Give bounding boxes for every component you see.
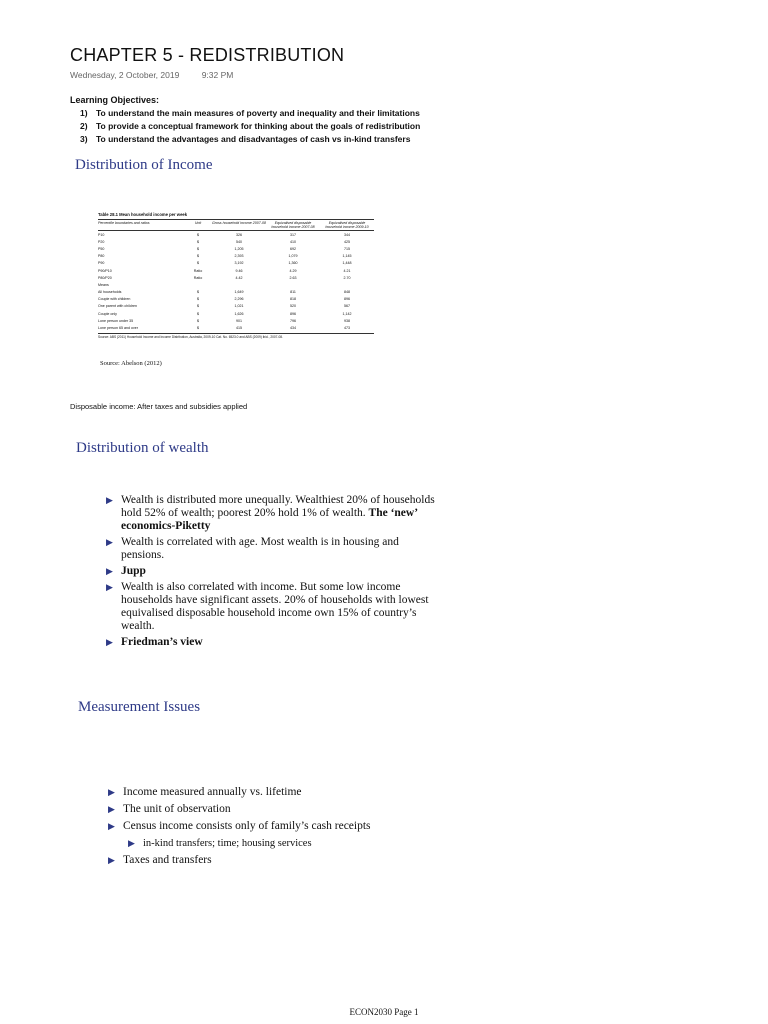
- objective-text: To provide a conceptual framework for thinking about the goals of redistribution: [96, 121, 421, 131]
- table-cell: 4.42: [235, 275, 243, 280]
- page-time: 9:32 PM: [201, 70, 234, 80]
- triangle-right-icon: ▶: [108, 804, 115, 814]
- bullet-text: Wealth is correlated with age. Most wealth is in housing and pensions.: [121, 536, 399, 561]
- table-row: [98, 310, 374, 317]
- table-cell: 540: [236, 239, 242, 244]
- table-cell: Lone person under 35: [98, 318, 134, 323]
- table-cell: 692: [290, 246, 296, 251]
- measurement-bullet: [108, 786, 438, 799]
- measurement-bullet: [108, 803, 438, 816]
- table-cell: Couple with children: [98, 297, 131, 302]
- objective-item: [80, 120, 420, 133]
- objective-text: To understand the main measures of poverty and inequality and their limitations: [96, 108, 420, 118]
- table-row: [98, 281, 374, 288]
- wealth-bullet: [106, 565, 436, 578]
- section-title-measurement: Measurement Issues: [78, 699, 201, 715]
- table-cell: Ratio: [193, 275, 203, 280]
- table-cell: 1,448: [342, 261, 352, 266]
- table-cell: $: [197, 297, 199, 302]
- table-cell: 317: [290, 232, 296, 237]
- table-row: [98, 303, 374, 310]
- table-cell: 410: [290, 239, 296, 244]
- table-cell: 2.63: [289, 275, 297, 280]
- bullet-text: Wealth is also correlated with income. But some low income households have significant assets. 20% of households with lowest equivalised disposable household income own 15% of country’s wealth.: [121, 581, 429, 632]
- wealth-bullet: [106, 581, 436, 633]
- page-meta: [70, 70, 233, 80]
- triangle-right-icon: ▶: [108, 855, 115, 865]
- table-cell: P90/P10: [98, 268, 112, 273]
- bullet-text: Wealth is distributed more unequally. Wealthiest 20% of households hold 52% of wealth; poorest 20% hold 1% of wealth.: [121, 494, 435, 519]
- table-cell: $: [197, 311, 199, 316]
- wealth-bullet: [106, 536, 436, 562]
- learning-objectives-list: [80, 107, 420, 146]
- table-cell: $: [197, 246, 199, 251]
- table-cell: 896: [290, 311, 296, 316]
- table-row: [98, 317, 374, 324]
- learning-objectives-heading: Learning Objectives:: [70, 95, 160, 105]
- table-cell: 9.46: [235, 268, 243, 273]
- section-title-wealth: Distribution of wealth: [76, 440, 209, 456]
- table-source-line: Source: ABS (2011) Household Income and Income Distribution, Australia, 2009-10 Cat. No. 6523.0 and ABS (2009) ibid., 2007-08.: [98, 333, 374, 339]
- table-cell: P50: [98, 246, 105, 251]
- triangle-right-icon: ▶: [106, 637, 113, 647]
- table-cell: 2.70: [343, 275, 351, 280]
- table-cell: $: [197, 239, 199, 244]
- table-row: [98, 296, 374, 303]
- table-cell: 473: [344, 326, 350, 331]
- page-date: Wednesday, 2 October, 2019: [70, 70, 180, 80]
- table-cell: 848: [344, 290, 350, 295]
- table-caption: Table 28.1 Mean household income per week: [98, 212, 188, 217]
- table-cell: 1,145: [342, 254, 352, 259]
- table-cell: Means: [98, 282, 109, 287]
- table-cell: $: [197, 232, 199, 237]
- triangle-right-icon: ▶: [106, 566, 113, 576]
- table-cell: 1,142: [342, 311, 352, 316]
- table-cell: $: [197, 318, 199, 323]
- bullet-text: in-kind transfers; time; housing services: [143, 838, 312, 849]
- table-cell: 1,649: [234, 290, 244, 295]
- table-cell: 434: [290, 326, 296, 331]
- table-cell: All households: [98, 290, 122, 295]
- objective-number: 3): [80, 134, 88, 144]
- wealth-bullet-list: [106, 494, 436, 652]
- table-cell: $: [197, 326, 199, 331]
- table-row: [98, 245, 374, 252]
- table-cell: 2,393: [234, 254, 244, 259]
- bullet-text: The unit of observation: [123, 803, 231, 815]
- table-cell: Couple only: [98, 311, 117, 316]
- table-cell: 1,021: [234, 304, 244, 309]
- objective-number: 1): [80, 108, 88, 118]
- table-row: [98, 274, 374, 281]
- objective-item: [80, 107, 420, 120]
- bullet-text: Census income consists only of family’s cash receipts: [123, 820, 371, 832]
- table-cell: P90: [98, 261, 105, 266]
- measurement-sub-bullet: [128, 837, 438, 850]
- table-row: [98, 231, 374, 238]
- bullet-text: Income measured annually vs. lifetime: [123, 786, 302, 798]
- measurement-bullet: [108, 820, 438, 833]
- table-cell: 567: [344, 304, 350, 309]
- table-row: [98, 267, 374, 274]
- table-cell: P80/P20: [98, 275, 112, 280]
- table-cell: $: [197, 254, 199, 259]
- table-cell: 896: [344, 297, 350, 302]
- table-row: [98, 238, 374, 245]
- table-header-cell: Gross household income 2007-08: [212, 221, 266, 225]
- table-cell: 715: [344, 246, 350, 251]
- table-cell: 796: [290, 318, 296, 323]
- table-row: [98, 253, 374, 260]
- page-title: CHAPTER 5 - REDISTRIBUTION: [70, 45, 345, 65]
- triangle-right-icon: ▶: [106, 495, 113, 505]
- bullet-bold: The ‘new’ economics-Piketty: [121, 507, 418, 532]
- table-header: [98, 219, 374, 231]
- triangle-right-icon: ▶: [106, 582, 113, 592]
- table-cell: 901: [236, 318, 242, 323]
- table-cell: P20: [98, 239, 105, 244]
- table-cell: $: [197, 261, 199, 266]
- measurement-bullet: [108, 854, 438, 867]
- table-cell: 2,296: [234, 297, 244, 302]
- triangle-right-icon: ▶: [108, 821, 115, 831]
- disposable-income-note: Disposable income: After taxes and subsidies applied: [70, 402, 248, 411]
- table-cell: $: [197, 304, 199, 309]
- bullet-bold: Friedman’s view: [121, 636, 203, 648]
- table-cell: $: [197, 290, 199, 295]
- table-cell: 938: [344, 318, 350, 323]
- table-cell: 818: [290, 297, 296, 302]
- table-row: [98, 289, 374, 296]
- table-cell: 326: [236, 232, 242, 237]
- triangle-right-icon: ▶: [106, 537, 113, 547]
- table-cell: 1,205: [234, 246, 244, 251]
- table-header-cell: Unit: [194, 221, 202, 225]
- table-cell: 3,192: [234, 261, 244, 266]
- table-cell: 1,626: [234, 311, 244, 316]
- table-header-cell: Equivalised disposable household income 2007-08: [271, 221, 315, 229]
- table-cell: One parent with children: [98, 304, 137, 309]
- table-cell: 520: [290, 304, 296, 309]
- table-cell: 344: [344, 232, 350, 237]
- section-title-income: Distribution of Income: [75, 157, 213, 173]
- table-cell: Ratio: [193, 268, 203, 273]
- objective-number: 2): [80, 121, 88, 131]
- table-header-cell: Percentile boundaries and ratios: [98, 221, 150, 225]
- measurement-bullet-list: [108, 786, 438, 871]
- objective-item: [80, 133, 420, 146]
- table-cell: P80: [98, 254, 105, 259]
- wealth-bullet: [106, 636, 436, 649]
- bullet-bold: Jupp: [121, 565, 146, 577]
- income-table: [98, 212, 374, 339]
- triangle-right-icon: ▶: [108, 787, 115, 797]
- table-cell: 425: [344, 239, 350, 244]
- wealth-bullet: [106, 494, 436, 533]
- table-body: [98, 231, 374, 332]
- table-cell: 4.29: [289, 268, 297, 273]
- table-row: [98, 324, 374, 331]
- triangle-right-icon: ▶: [128, 838, 135, 848]
- table-cell: 4.21: [343, 268, 351, 273]
- table-header-cell: Equivalised disposable household income 2009-10: [325, 221, 369, 229]
- income-source: Source: Abelson (2012): [100, 360, 162, 367]
- table-cell: 1,079: [288, 254, 298, 259]
- table-row: [98, 260, 374, 267]
- table-cell: Lone person 65 and over: [98, 326, 138, 331]
- table-cell: P10: [98, 232, 105, 237]
- table-cell: 1,360: [288, 261, 298, 266]
- table-cell: 415: [236, 326, 242, 331]
- table-cell: 811: [290, 290, 296, 295]
- page-footer: ECON2030 Page 1: [349, 1007, 419, 1017]
- bullet-text: Taxes and transfers: [123, 854, 212, 866]
- objective-text: To understand the advantages and disadvantages of cash vs in-kind transfers: [96, 134, 411, 144]
